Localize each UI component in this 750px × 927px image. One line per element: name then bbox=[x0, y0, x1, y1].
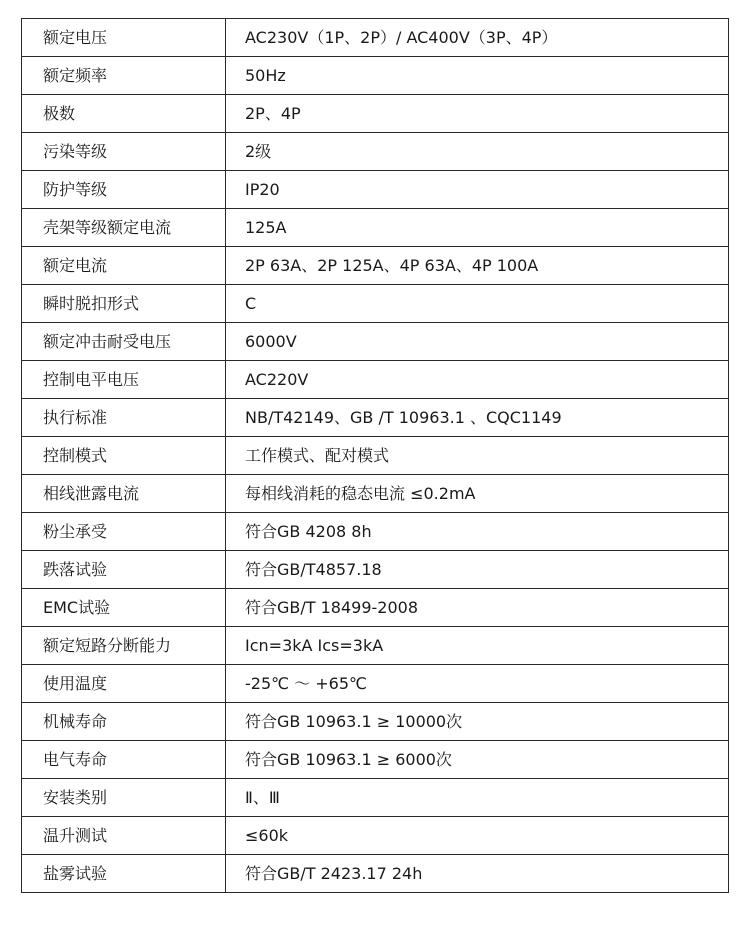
spec-label: 盐雾试验 bbox=[22, 855, 226, 893]
spec-label: 额定短路分断能力 bbox=[22, 627, 226, 665]
table-row bbox=[22, 133, 729, 171]
spec-value: AC220V bbox=[226, 361, 729, 399]
spec-value: 2P、4P bbox=[226, 95, 729, 133]
spec-value: ≤60k bbox=[226, 817, 729, 855]
table-row bbox=[22, 779, 729, 817]
spec-label: 污染等级 bbox=[22, 133, 226, 171]
spec-label: 使用温度 bbox=[22, 665, 226, 703]
spec-value: 符合GB 10963.1 ≥ 10000次 bbox=[226, 703, 729, 741]
spec-value: AC230V（1P、2P）/ AC400V（3P、4P） bbox=[226, 19, 729, 57]
table-row bbox=[22, 209, 729, 247]
spec-value: C bbox=[226, 285, 729, 323]
table-row bbox=[22, 665, 729, 703]
spec-table bbox=[21, 18, 729, 893]
spec-label: 额定电流 bbox=[22, 247, 226, 285]
table-row bbox=[22, 323, 729, 361]
table-row bbox=[22, 589, 729, 627]
spec-value: 符合GB 10963.1 ≥ 6000次 bbox=[226, 741, 729, 779]
spec-value: 2P 63A、2P 125A、4P 63A、4P 100A bbox=[226, 247, 729, 285]
spec-label: 执行标准 bbox=[22, 399, 226, 437]
spec-value: 6000V bbox=[226, 323, 729, 361]
table-row bbox=[22, 57, 729, 95]
spec-label: 控制电平电压 bbox=[22, 361, 226, 399]
spec-value: IP20 bbox=[226, 171, 729, 209]
table-row bbox=[22, 399, 729, 437]
table-row bbox=[22, 475, 729, 513]
spec-value: 2级 bbox=[226, 133, 729, 171]
spec-value: 工作模式、配对模式 bbox=[226, 437, 729, 475]
spec-label: 额定电压 bbox=[22, 19, 226, 57]
table-row bbox=[22, 817, 729, 855]
spec-value: 符合GB 4208 8h bbox=[226, 513, 729, 551]
spec-label: 安装类别 bbox=[22, 779, 226, 817]
table-row bbox=[22, 285, 729, 323]
spec-value: 125A bbox=[226, 209, 729, 247]
spec-label: 额定频率 bbox=[22, 57, 226, 95]
spec-label: EMC试验 bbox=[22, 589, 226, 627]
spec-value: 每相线消耗的稳态电流 ≤0.2mA bbox=[226, 475, 729, 513]
spec-label: 防护等级 bbox=[22, 171, 226, 209]
table-row bbox=[22, 741, 729, 779]
spec-label: 额定冲击耐受电压 bbox=[22, 323, 226, 361]
table-row bbox=[22, 95, 729, 133]
spec-label: 控制模式 bbox=[22, 437, 226, 475]
table-row bbox=[22, 703, 729, 741]
spec-label: 温升测试 bbox=[22, 817, 226, 855]
table-row bbox=[22, 855, 729, 893]
table-row bbox=[22, 247, 729, 285]
table-row bbox=[22, 19, 729, 57]
table-row bbox=[22, 437, 729, 475]
spec-label: 极数 bbox=[22, 95, 226, 133]
spec-value: Icn=3kA Ics=3kA bbox=[226, 627, 729, 665]
spec-value: 符合GB/T 18499-2008 bbox=[226, 589, 729, 627]
table-row bbox=[22, 627, 729, 665]
spec-label: 跌落试验 bbox=[22, 551, 226, 589]
table-row bbox=[22, 513, 729, 551]
spec-label: 相线泄露电流 bbox=[22, 475, 226, 513]
spec-label: 机械寿命 bbox=[22, 703, 226, 741]
spec-value: NB/T42149、GB /T 10963.1 、CQC1149 bbox=[226, 399, 729, 437]
spec-value: Ⅱ、Ⅲ bbox=[226, 779, 729, 817]
table-row bbox=[22, 551, 729, 589]
table-row bbox=[22, 171, 729, 209]
table-row bbox=[22, 361, 729, 399]
spec-label: 瞬时脱扣形式 bbox=[22, 285, 226, 323]
spec-label: 粉尘承受 bbox=[22, 513, 226, 551]
spec-value: -25℃ ～ +65℃ bbox=[226, 665, 729, 703]
spec-label: 壳架等级额定电流 bbox=[22, 209, 226, 247]
spec-value: 符合GB/T 2423.17 24h bbox=[226, 855, 729, 893]
spec-label: 电气寿命 bbox=[22, 741, 226, 779]
spec-value: 符合GB/T4857.18 bbox=[226, 551, 729, 589]
spec-value: 50Hz bbox=[226, 57, 729, 95]
